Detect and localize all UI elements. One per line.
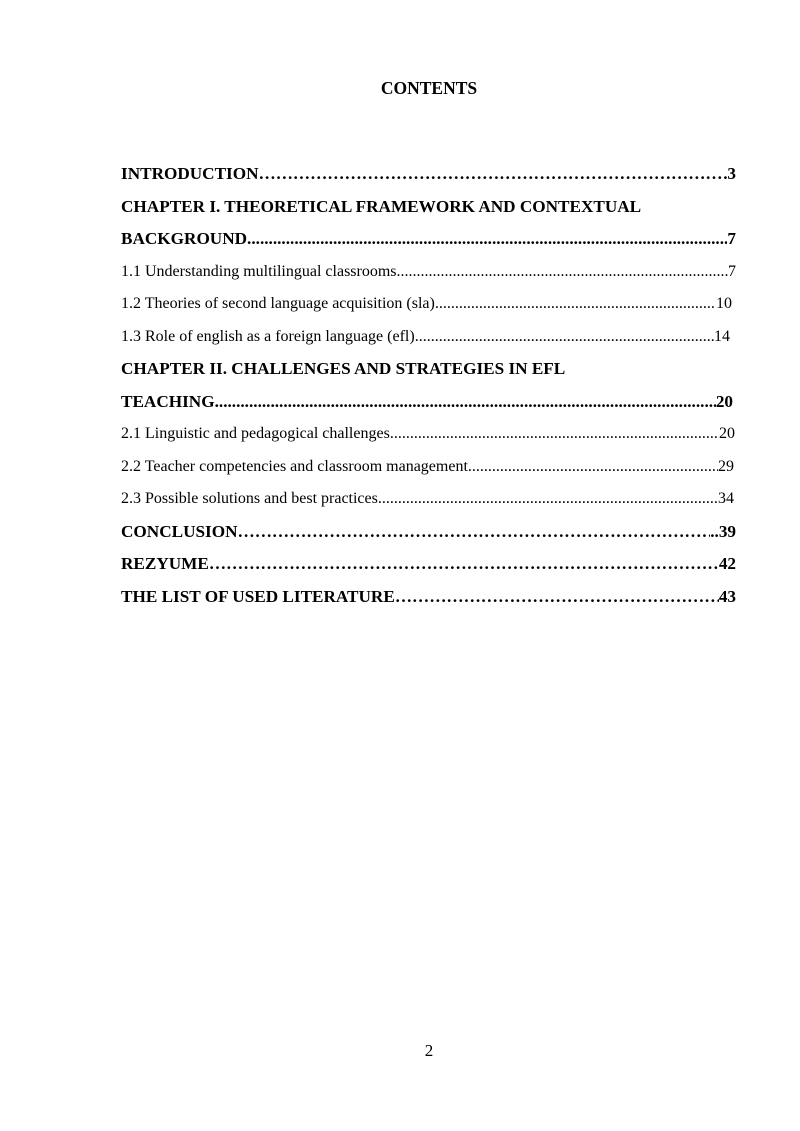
toc-entry-2-2[interactable] xyxy=(121,455,734,488)
toc-entry-1-3[interactable] xyxy=(121,325,730,358)
page-title: CONTENTS xyxy=(380,78,478,98)
toc-entry-label: 2.1 Linguistic and pedagogical challenges xyxy=(121,425,390,442)
toc-entry-label: BACKGROUND xyxy=(121,229,248,248)
toc-entry-label: 1.1 Understanding multilingual classrooms xyxy=(121,262,397,280)
dot-leader xyxy=(209,552,719,576)
toc-entry-label: REZYUME xyxy=(121,554,209,573)
toc-entry-page: 20 xyxy=(719,425,735,442)
table-of-contents xyxy=(121,162,736,617)
toc-entry-2-3[interactable] xyxy=(121,487,734,520)
toc-entry-label: CONCLUSION xyxy=(121,521,238,541)
toc-entry-label: CHAPTER II. CHALLENGES AND STRATEGIES IN EFL xyxy=(121,359,566,378)
toc-entry-label: 2.2 Teacher competencies and classroom management xyxy=(121,457,468,475)
toc-entry-1-1[interactable] xyxy=(121,260,736,293)
toc-entry-page: 29 xyxy=(718,457,734,475)
toc-entry-literature[interactable] xyxy=(121,585,736,618)
dot-leader xyxy=(468,455,718,479)
toc-entry-chapter-1-title[interactable] xyxy=(121,195,736,228)
page-number: 2 xyxy=(424,1041,434,1060)
toc-entry-page: 10 xyxy=(716,295,732,312)
toc-entry-chapter-2-continued[interactable] xyxy=(121,390,733,423)
toc-entry-page: 43 xyxy=(718,586,736,606)
dot-leader xyxy=(397,260,728,284)
toc-entry-page: ..39 xyxy=(710,521,736,541)
toc-entry-rezyume[interactable] xyxy=(121,552,736,585)
toc-entry-conclusion[interactable] xyxy=(121,520,736,553)
dot-leader xyxy=(215,390,716,414)
toc-entry-page: 34 xyxy=(718,490,734,507)
toc-entry-page: 20 xyxy=(715,391,733,411)
toc-entry-label: 1.2 Theories of second language acquisition (sla) xyxy=(121,295,435,312)
dot-leader xyxy=(390,422,719,446)
dot-leader xyxy=(238,520,711,544)
toc-entry-chapter-2-title[interactable] xyxy=(121,357,736,390)
dot-leader xyxy=(259,162,728,186)
toc-entry-page: 14 xyxy=(714,327,730,345)
toc-entry-2-1[interactable] xyxy=(121,422,735,455)
dot-leader xyxy=(435,292,716,316)
dot-leader xyxy=(247,227,727,251)
toc-entry-label: 2.3 Possible solutions and best practices xyxy=(121,490,378,507)
dot-leader xyxy=(378,487,718,511)
toc-entry-page: 7 xyxy=(727,229,736,248)
dot-leader xyxy=(415,325,714,349)
toc-entry-label: TEACHING xyxy=(121,391,215,411)
toc-entry-label: THE LIST OF USED LITERATURE xyxy=(121,586,395,606)
toc-entry-chapter-1-continued[interactable] xyxy=(121,227,736,260)
toc-entry-label: INTRODUCTION xyxy=(121,164,259,183)
toc-entry-page: 7 xyxy=(728,262,736,280)
toc-entry-page: 3 xyxy=(727,164,736,183)
toc-entry-introduction[interactable] xyxy=(121,162,736,195)
dot-leader xyxy=(395,585,719,609)
toc-entry-label: 1.3 Role of english as a foreign language (efl) xyxy=(121,327,415,345)
toc-entry-page: 42 xyxy=(718,554,736,573)
toc-entry-1-2[interactable] xyxy=(121,292,732,325)
toc-entry-label: CHAPTER I. THEORETICAL FRAMEWORK AND CONTEXTUAL xyxy=(121,196,642,216)
